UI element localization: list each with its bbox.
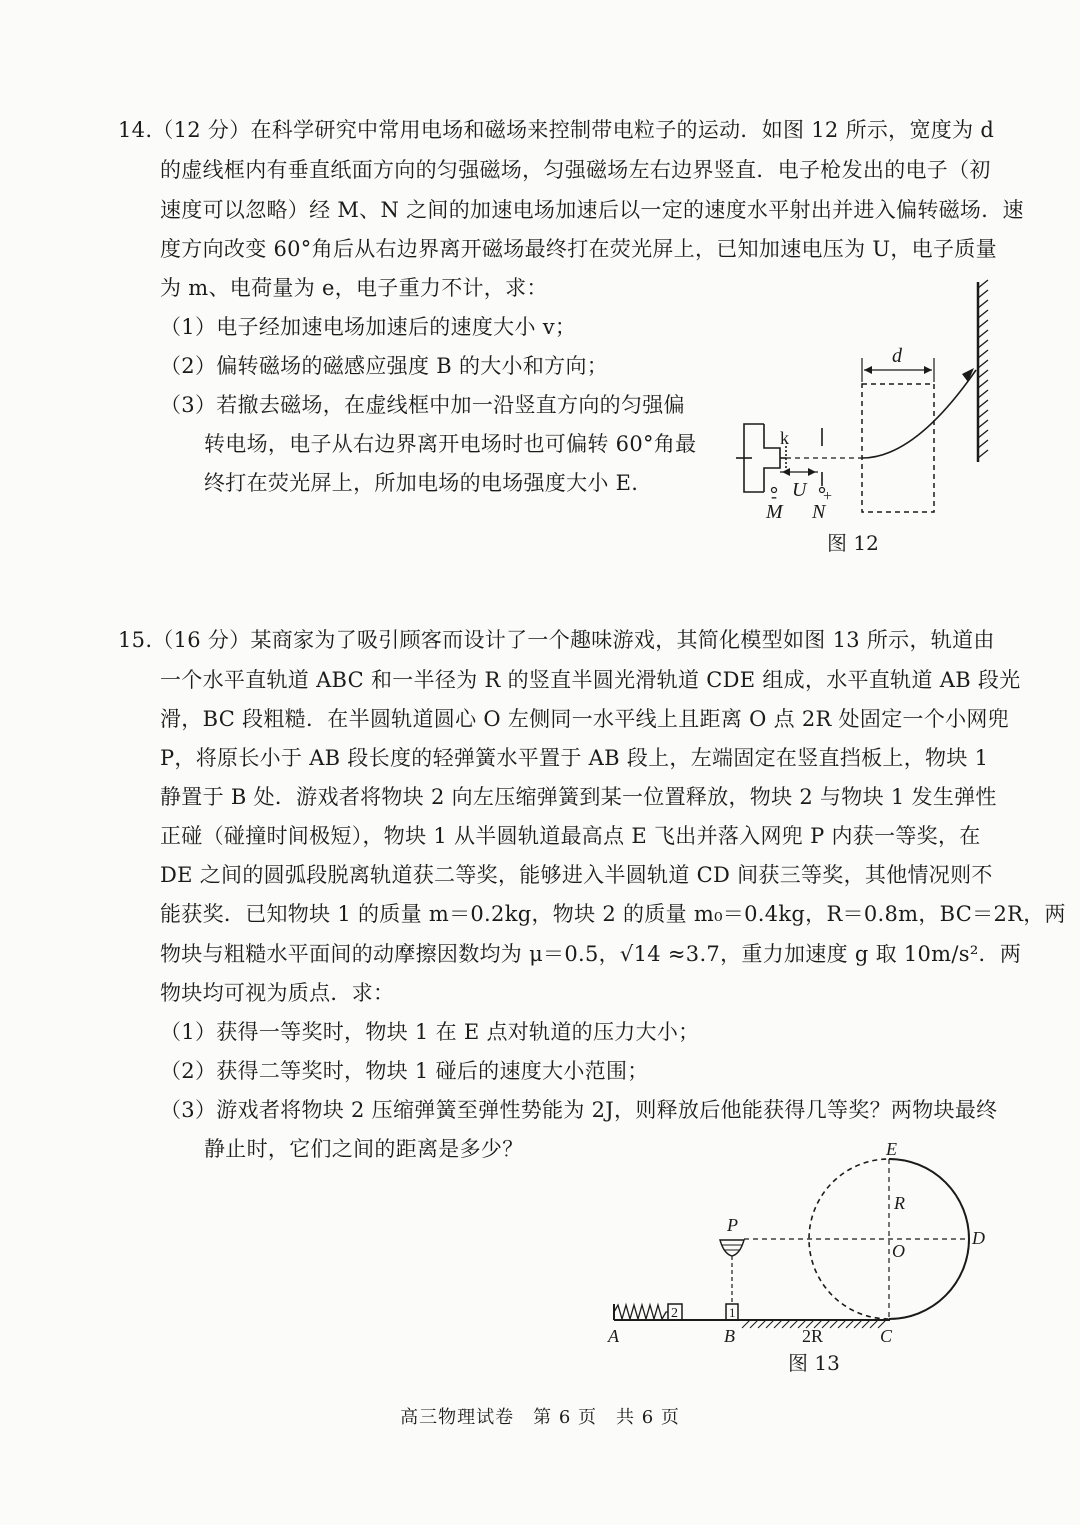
q14-subquestion-2: （2）偏转磁场的磁感应强度 B 的大小和方向； bbox=[160, 354, 609, 378]
q15-line-8: 能获奖．已知物块 1 的质量 m＝0.2kg，物块 2 的质量 m₀＝0.4kg，R＝0.8m，BC＝2R，两 bbox=[160, 902, 1066, 926]
figure-12-caption: 图 12 bbox=[827, 531, 879, 555]
spring bbox=[614, 1305, 668, 1319]
q15-line-1: 15.（16 分）某商家为了吸引顾客而设计了一个趣味游戏，其简化模型如图 13 所示，轨道由 bbox=[118, 628, 995, 652]
q15-line-7: DE 之间的圆弧段脱离轨道获二等奖，能够进入半圆轨道 CD 间获三等奖，其他情况则不 bbox=[160, 863, 993, 887]
q14-subquestion-3: （3）若撤去磁场，在虚线框中加一沿竖直方向的匀强偏 bbox=[160, 393, 685, 417]
q14-line-9: 转电场，电子从右边界离开电场时也可偏转 60°角最 bbox=[204, 432, 697, 456]
label-k: k bbox=[780, 428, 789, 448]
label-P: P bbox=[727, 1215, 738, 1235]
q15-line-9: 物块与粗糙水平面间的动摩擦因数均为 μ＝0.5，√14 ≈3.7，重力加速度 g 取 10m/s²．两 bbox=[160, 942, 1022, 966]
q15-subquestion-3: （3）游戏者将物块 2 压缩弹簧至弹性势能为 2J，则释放后他能获得几等奖？两物块最终 bbox=[160, 1098, 998, 1122]
label-B: B bbox=[724, 1326, 735, 1346]
label-M: M bbox=[766, 501, 783, 523]
q15-subquestion-2: （2）获得二等奖时，物块 1 碰后的速度大小范围； bbox=[160, 1059, 649, 1083]
q14-subquestion-1: （1）电子经加速电场加速后的速度大小 v； bbox=[160, 315, 577, 339]
q15-line-10: 物块均可视为质点．求： bbox=[160, 981, 395, 1005]
label-2R: 2R bbox=[802, 1326, 824, 1346]
q15-line-6: 正碰（碰撞时间极短），物块 1 从半圆轨道最高点 E 飞出并落入网兜 P 内获一等奖，在 bbox=[160, 824, 981, 848]
q14-line-5: 为 m、电荷量为 e，电子重力不计，求： bbox=[160, 276, 548, 300]
label-minus: - bbox=[771, 486, 777, 506]
q15-line-3: 滑，BC 段粗糙．在半圆轨道圆心 O 左侧同一水平线上且距离 O 点 2R 处固定一个小网兜 bbox=[160, 707, 1010, 731]
q14-line-4: 度方向改变 60°角后从右边界离开磁场最终打在荧光屏上，已知加速电压为 U，电子质量 bbox=[160, 237, 997, 261]
label-C: C bbox=[880, 1326, 893, 1346]
q15-subquestion-1: （1）获得一等奖时，物块 1 在 E 点对轨道的压力大小； bbox=[160, 1020, 700, 1044]
net-pocket bbox=[720, 1240, 744, 1304]
label-R: R bbox=[894, 1193, 905, 1213]
q14-line-2: 的虚线框内有垂直纸面方向的匀强磁场，匀强磁场左右边界竖直．电子枪发出的电子（初 bbox=[160, 158, 991, 182]
label-O: O bbox=[892, 1241, 905, 1261]
label-A: A bbox=[608, 1326, 619, 1346]
q14-line-1: 14.（12 分）在科学研究中常用电场和磁场来控制带电粒子的运动．如图 12 所示，宽度为 d bbox=[118, 118, 995, 142]
label-N: N bbox=[812, 501, 826, 523]
q14-line-10: 终打在荧光屏上，所加电场的电场强度大小 E. bbox=[204, 471, 639, 495]
label-plus: + bbox=[823, 488, 833, 505]
q15-line-4: P，将原长小于 AB 段长度的轻弹簧水平置于 AB 段上，左端固定在竖直挡板上，物块 1 bbox=[160, 746, 989, 770]
label-E: E bbox=[886, 1139, 897, 1159]
q15-line-14: 静止时，它们之间的距离是多少？ bbox=[204, 1137, 524, 1161]
page-footer: 高三物理试卷 第 6 页 共 6 页 bbox=[400, 1407, 680, 1428]
block-2-label: 2 bbox=[671, 1306, 678, 1321]
q15-line-2: 一个水平直轨道 ABC 和一半径为 R 的竖直半圆光滑轨道 CDE 组成，水平直轨道 AB 段光 bbox=[160, 668, 1021, 692]
figure-13-caption: 图 13 bbox=[788, 1351, 840, 1375]
block-1-label: 1 bbox=[729, 1305, 736, 1320]
label-D: D bbox=[972, 1228, 985, 1248]
q14-line-3: 速度可以忽略）经 M、N 之间的加速电场加速后以一定的速度水平射出并进入偏转磁场．速 bbox=[160, 198, 1024, 222]
q15-line-5: 静置于 B 处．游戏者将物块 2 向左压缩弹簧到某一位置释放，物块 2 与物块 1 发生弹性 bbox=[160, 785, 997, 809]
label-d: d bbox=[892, 345, 902, 367]
label-U: U bbox=[792, 479, 807, 501]
